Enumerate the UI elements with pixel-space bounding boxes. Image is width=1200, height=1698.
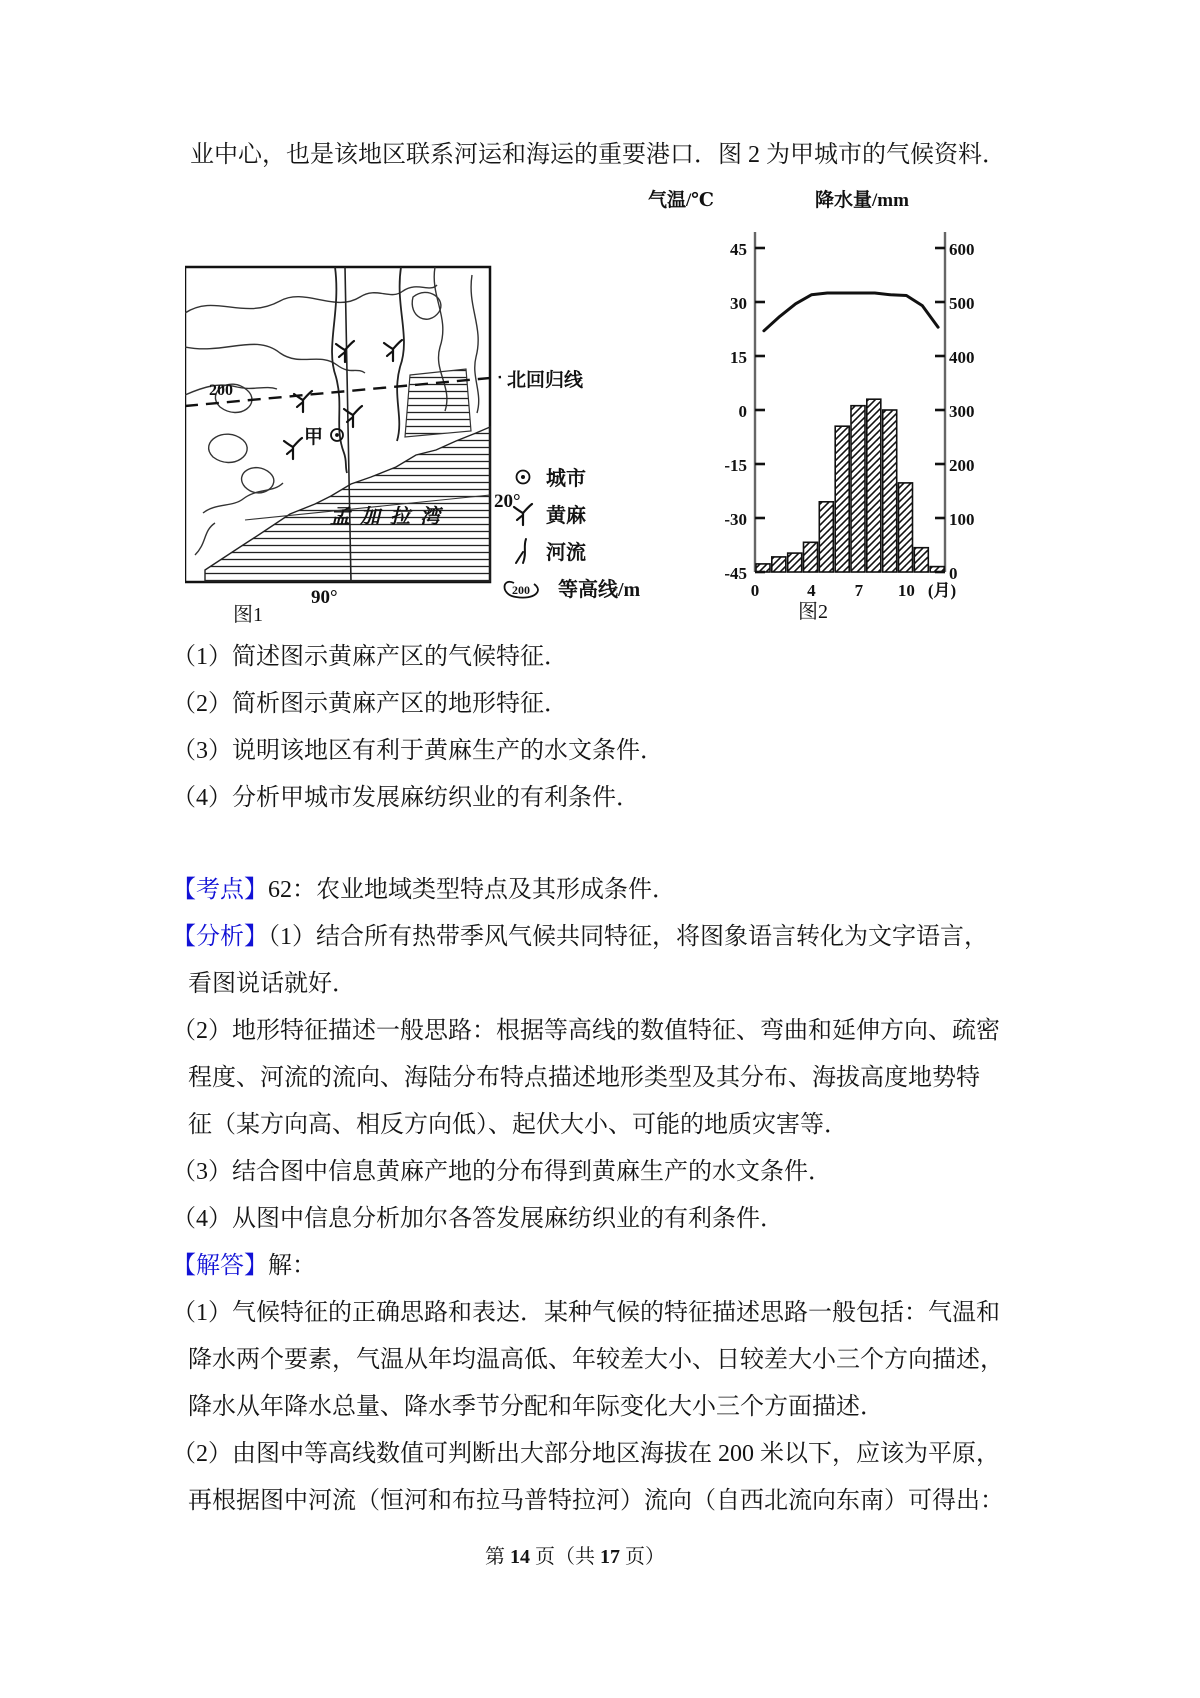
body-text: 再根据图中河流（恒河和布拉马普特拉河）流向（自西北流向东南）可得出： — [188, 1488, 1004, 1514]
precip-bar — [835, 426, 849, 572]
precip-axis-title: 降水量/mm — [815, 190, 909, 211]
tropic-of-cancer-label: 北回归线 — [507, 370, 584, 391]
fenxi-tag: 【分析】 — [172, 924, 268, 950]
temp-curve — [764, 293, 938, 331]
kaodian-line — [172, 867, 1004, 914]
precip-tick-label: 500 — [949, 294, 975, 313]
question-list — [172, 634, 664, 822]
body-line — [172, 1196, 1004, 1243]
footer-text: 页） — [620, 1546, 665, 1568]
page-footer — [0, 1540, 1150, 1569]
precip-tick-label: 0 — [949, 564, 958, 583]
footer-text: 第 — [485, 1546, 510, 1568]
precip-bar — [930, 567, 944, 572]
body-line — [172, 1008, 1004, 1055]
body-text: 解： — [268, 1253, 316, 1279]
body-line — [172, 1384, 1004, 1431]
precip-bar — [914, 548, 928, 572]
precip-bar — [867, 399, 881, 572]
temp-tick-label: 0 — [738, 402, 747, 421]
climate-chart-figure — [640, 180, 985, 625]
body-text: 62：农业地域类型特点及其形成条件． — [268, 877, 676, 903]
river-icon — [500, 537, 546, 565]
precip-bar — [772, 557, 786, 572]
temp-tick-label: -15 — [724, 456, 747, 475]
body-text: （2）地形特征描述一般思路：根据等高线的数值特征、弯曲和延伸方向、疏密 — [172, 1018, 1000, 1044]
body-text: （1）结合所有热带季风气候共同特征，将图象语言转化为文字语言， — [268, 924, 988, 950]
contour-icon — [500, 573, 558, 603]
temp-tick-label: -30 — [724, 510, 747, 529]
precip-bar — [883, 410, 897, 572]
city-jia-label: 甲 — [304, 427, 324, 448]
intro-paragraph: 业中心，也是该地区联系河运和海运的重要港口．图 2 为甲城市的气候资料． — [190, 142, 1006, 168]
question-4: （4）分析甲城市发展麻纺织业的有利条件． — [172, 785, 640, 811]
question-2: （2）简析图示黄麻产区的地形特征． — [172, 691, 568, 717]
jute-symbols — [284, 340, 402, 459]
month-tick-label: 10 — [897, 581, 915, 600]
body-text: 程度、河流的流向、海陆分布特点描述地形类型及其分布、海拔高度地势特 — [188, 1065, 980, 1091]
month-tick-label: 0 — [750, 581, 760, 600]
svg-text:200: 200 — [512, 582, 530, 597]
longitude-label: 90° — [311, 587, 338, 608]
body-line — [172, 1337, 1004, 1384]
body-text: 降水从年降水总量、降水季节分配和年际变化大小三个方面描述． — [188, 1394, 884, 1420]
body-text: （4）从图中信息分析加尔各答发展麻纺织业的有利条件． — [172, 1206, 784, 1232]
body-line — [172, 1055, 1004, 1102]
body-text: 征（某方向高、相反方向低）、起伏大小、可能的地质灾害等． — [188, 1112, 848, 1138]
map-caption: 图1 — [233, 604, 263, 626]
body-line — [172, 1290, 1004, 1337]
chart-caption: 图2 — [798, 601, 828, 623]
precip-tick-label: 300 — [949, 402, 975, 421]
month-tick-label: 7 — [854, 581, 864, 600]
legend-label: 河流 — [546, 542, 586, 564]
body-text: （3）结合图中信息黄麻产地的分布得到黄麻生产的水文条件． — [172, 1159, 832, 1185]
month-unit-label: (月) — [927, 581, 957, 600]
city-icon — [500, 467, 546, 487]
city-symbol — [331, 429, 343, 441]
body-text: 降水两个要素，气温从年均温高低、年较差大小、日较差大小三个方向描述， — [188, 1347, 1004, 1373]
question-1: （1）简述图示黄麻产区的气候特征． — [172, 644, 568, 670]
body-line — [172, 1431, 1004, 1478]
precip-tick-label: 100 — [949, 510, 975, 529]
legend-label: 城市 — [546, 468, 586, 490]
jieda-tag: 【解答】 — [172, 1253, 268, 1279]
precip-bar — [804, 542, 818, 572]
body-line — [172, 1478, 1004, 1525]
body-text: （2）由图中等高线数值可判断出大部分地区海拔在 200 米以下，应该为平原， — [172, 1441, 1000, 1467]
jute-icon — [500, 500, 546, 528]
precip-bar — [756, 564, 770, 572]
body-line — [172, 1102, 1004, 1149]
body-text: 看图说话就好． — [188, 971, 356, 997]
precip-bar — [819, 502, 833, 572]
precip-tick-label: 400 — [949, 348, 975, 367]
contour-value-label: 200 — [209, 382, 233, 399]
question-3: （3）说明该地区有利于黄麻生产的水文条件． — [172, 738, 664, 764]
fenxi-line — [172, 914, 1004, 961]
temp-tick-label: -45 — [724, 564, 747, 583]
temp-tick-label: 45 — [730, 240, 747, 259]
jieda-line — [172, 1243, 1004, 1290]
body-line — [172, 961, 1004, 1008]
precip-bar — [899, 483, 913, 572]
latitude-label: 20° — [494, 491, 521, 512]
legend-label: 等高线/m — [558, 579, 641, 601]
precip-tick-label: 200 — [949, 456, 975, 475]
precip-bar — [851, 406, 865, 572]
delta-hatched-patch — [405, 369, 471, 437]
footer-total-pages: 17 — [600, 1546, 620, 1568]
temp-tick-label: 15 — [730, 348, 747, 367]
temp-axis-title: 气温/℃ — [648, 190, 715, 211]
precip-tick-label: 600 — [949, 240, 975, 259]
bay-name-label: 孟加拉湾 — [330, 506, 450, 528]
footer-text: 页（共 — [530, 1546, 600, 1568]
month-tick-label: 4 — [807, 581, 816, 600]
footer-page-number: 14 — [510, 1546, 530, 1568]
temp-tick-label: 30 — [730, 294, 747, 313]
kaodian-tag: 【考点】 — [172, 877, 268, 903]
analysis-answer-body — [172, 867, 1004, 1525]
body-line — [172, 1149, 1004, 1196]
legend-label: 黄麻 — [546, 505, 586, 527]
body-text: （1）气候特征的正确思路和表达．某种气候的特征描述思路一般包括：气温和 — [172, 1300, 1000, 1326]
river-lines — [332, 267, 404, 473]
precip-bar — [788, 553, 802, 572]
